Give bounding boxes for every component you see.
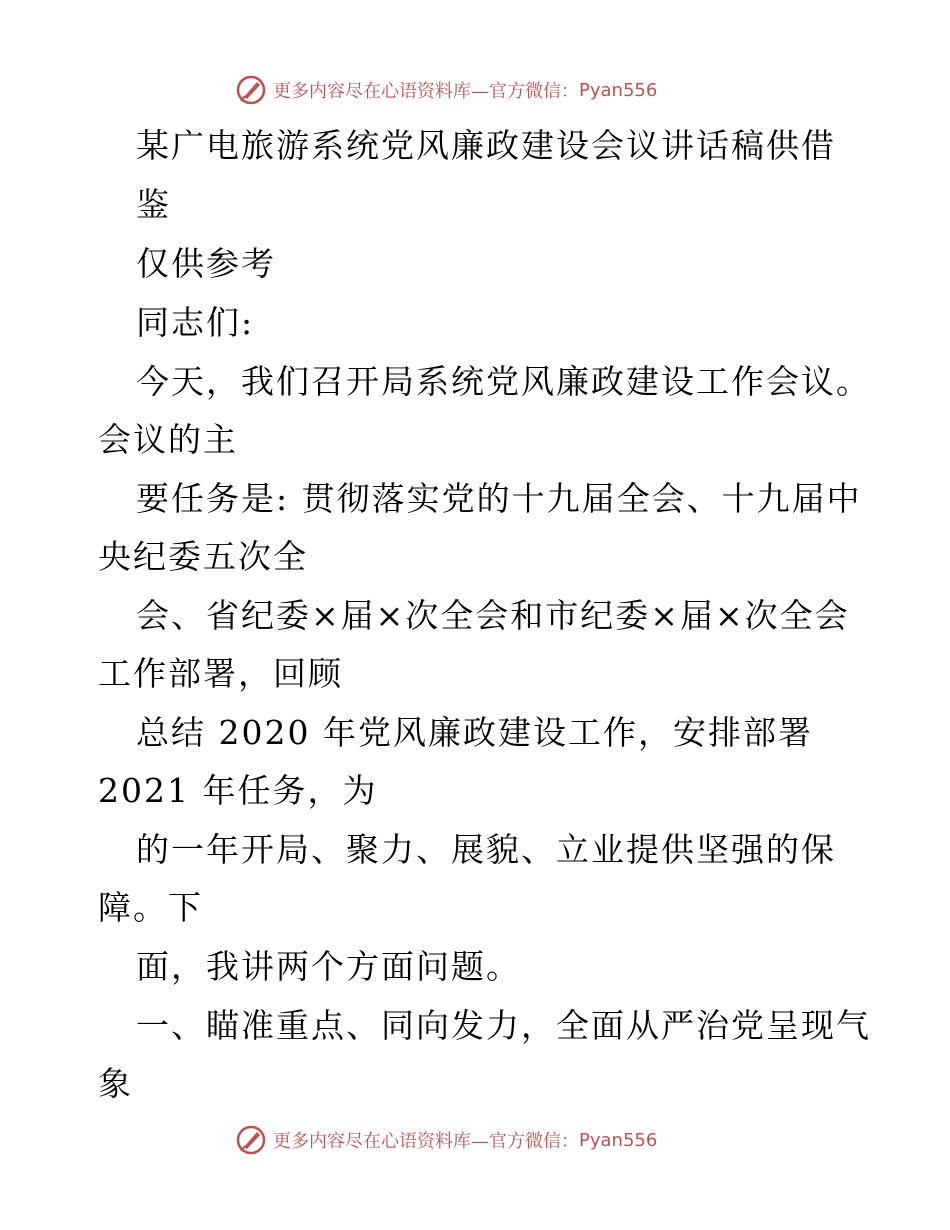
paragraph-line: 会、省纪委×届×次全会和市纪委×届×次全会 [136,596,850,635]
paragraph-line: 央纪委五次全 [98,537,308,576]
paragraph-line: 今天，我们召开局系统党风廉政建设工作会议。 [136,362,871,401]
paragraph-line: 面，我讲两个方面问题。 [136,947,521,986]
paragraph-line: 2021 年任务，为 [98,771,378,810]
footer-watermark [235,1123,657,1157]
watermark-text: 更多内容尽在心语资料库—官方微信： [273,1131,579,1152]
section-heading-cont: 象 [98,1064,133,1103]
header-watermark [235,73,657,107]
salutation: 同志们: [136,303,255,342]
document-title: 某广电旅游系统党风廉政建设会议讲话稿供借 [136,126,836,165]
quill-logo-icon [235,1124,267,1156]
paragraph-line: 工作部署，回顾 [98,654,343,693]
paragraph-line: 要任务是: 贯彻落实党的十九届全会、十九届中 [136,479,862,518]
reference-note: 仅供参考 [136,244,276,283]
paragraph-line: 会议的主 [98,420,238,459]
paragraph-line: 障。下 [98,888,203,927]
document-title-cont: 鉴 [136,185,171,224]
paragraph-line: 总结 2020 年党风廉政建设工作，安排部署 [136,713,813,752]
watermark-wechat-id: Pyan556 [579,79,658,101]
paragraph-line: 的一年开局、聚力、展貌、立业提供坚强的保 [136,830,836,869]
watermark-text: 更多内容尽在心语资料库—官方微信： [273,81,579,102]
section-heading: 一、瞄准重点、同向发力，全面从严治党呈现气 [136,1006,871,1045]
watermark-wechat-id: Pyan556 [579,1129,658,1151]
quill-logo-icon [235,74,267,106]
